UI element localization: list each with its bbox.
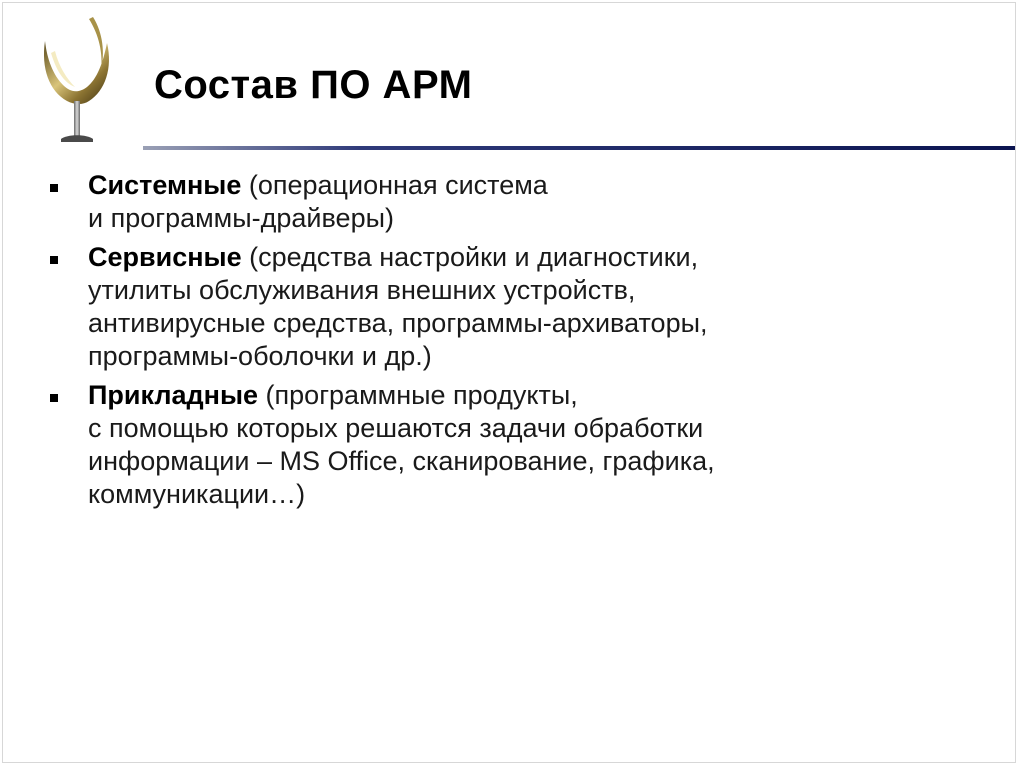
- bullet-text: утилиты обслуживания внешних устройств,: [88, 275, 636, 305]
- goblet-logo-icon: [31, 13, 131, 151]
- bullet-square-icon: [50, 394, 58, 402]
- bullet-square-icon: [50, 256, 58, 264]
- bullet-line: [88, 241, 963, 274]
- bullet-text: коммуникации…): [88, 479, 306, 509]
- bullet-item-applied: [43, 379, 963, 511]
- bullet-line: [88, 379, 963, 412]
- bullet-text: программы-оболочки и др.): [88, 341, 432, 371]
- bullet-text: антивирусные средства, программы-архиваторы,: [88, 308, 708, 338]
- bullet-item-service: [43, 241, 963, 373]
- bullet-text: (операционная система: [248, 170, 548, 200]
- bullet-list: [43, 169, 963, 517]
- bullet-text: (программные продукты,: [265, 380, 578, 410]
- bullet-text: с помощью которых решаются задачи обработки: [88, 413, 704, 443]
- bullet-text: и программы-драйверы): [88, 203, 394, 233]
- bullet-square-icon: [50, 184, 58, 192]
- bullet-line: [88, 169, 963, 202]
- bullet-term: Системные: [88, 170, 242, 200]
- bullet-term: Сервисные: [88, 242, 242, 272]
- bullet-term: Прикладные: [88, 380, 259, 410]
- bullet-text: (средства настройки и диагностики,: [249, 242, 699, 272]
- slide: [2, 2, 1016, 763]
- bullet-item-system: [43, 169, 963, 235]
- slide-title: Состав ПО АРМ: [154, 63, 473, 107]
- title-divider: [143, 146, 1015, 150]
- bullet-text: информации – MS Office, сканирование, графика,: [88, 446, 715, 476]
